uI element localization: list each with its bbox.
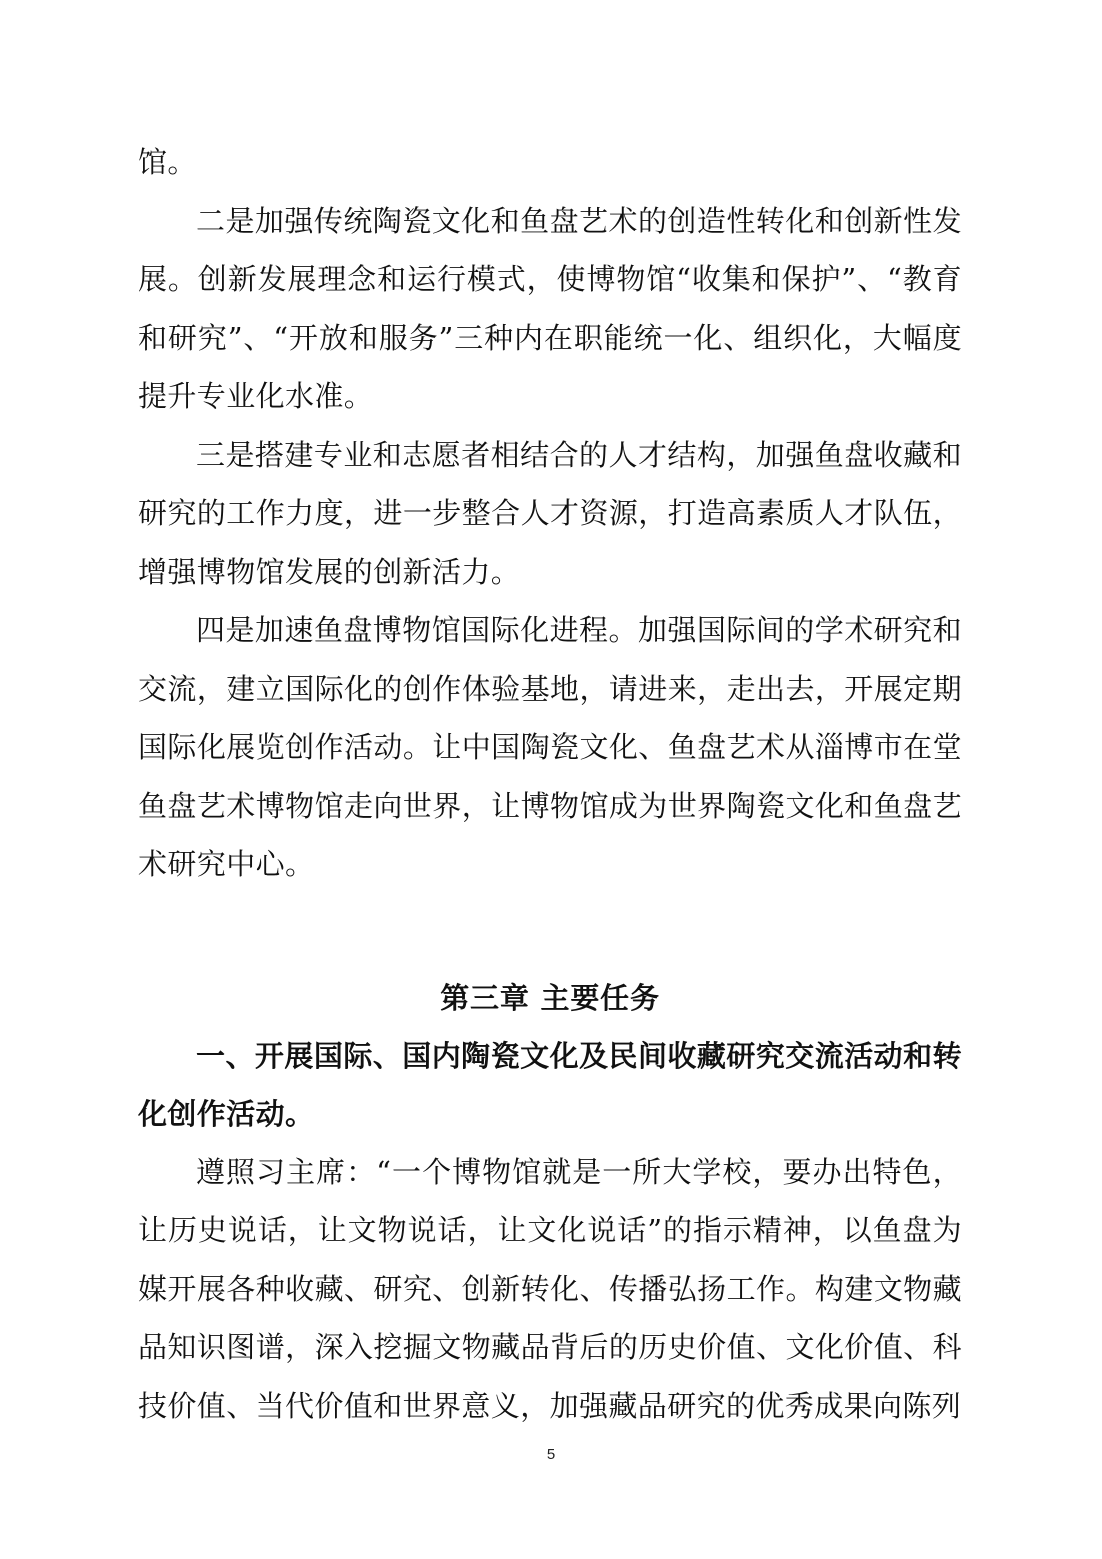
section-heading: 一、开展国际、国内陶瓷文化及民间收藏研究交流活动和转化创作活动。 (138, 1038, 962, 1131)
page-body (138, 133, 962, 1435)
section-spacer (138, 894, 962, 969)
paragraph-point-four: 四是加速鱼盘博物馆国际化进程。加强国际间的学术研究和交流，建立国际化的创作体验基地，请进来，走出去，开展定期国际化展览创作活动。让中国陶瓷文化、鱼盘艺术从淄博市在堂鱼盘艺术博物馆走向世界，让博物馆成为世界陶瓷文化和鱼盘艺术研究中心。 (138, 613, 962, 881)
chapter-title: 第三章 主要任务 (440, 980, 660, 1015)
paragraph-point-two: 二是加强传统陶瓷文化和鱼盘艺术的创造性转化和创新性发展。创新发展理念和运行模式，使博物馆“收集和保护”、“教育和研究”、“开放和服务”三种内在职能统一化、组织化，大幅度提升专业化水准。 (138, 203, 962, 413)
page-number: 5 (546, 1446, 556, 1463)
paragraph-point-three: 三是搭建专业和志愿者相结合的人才结构，加强鱼盘收藏和研究的工作力度，进一步整合人才资源，打造高素质人才队伍，增强博物馆发展的创新活力。 (138, 437, 962, 589)
paragraph-continuation: 馆。 (138, 145, 197, 179)
section-paragraph: 遵照习主席：“一个博物馆就是一所大学校，要办出特色，让历史说话，让文物说话，让文化说话”的指示精神，以鱼盘为媒开展各种收藏、研究、创新转化、传播弘扬工作。构建文物藏品知识图谱，深入挖掘文物藏品背后的历史价值、文化价值、科技价值、当代价值和世界意义，加强藏品研究的优秀成果向陈列 (138, 1154, 962, 1423)
